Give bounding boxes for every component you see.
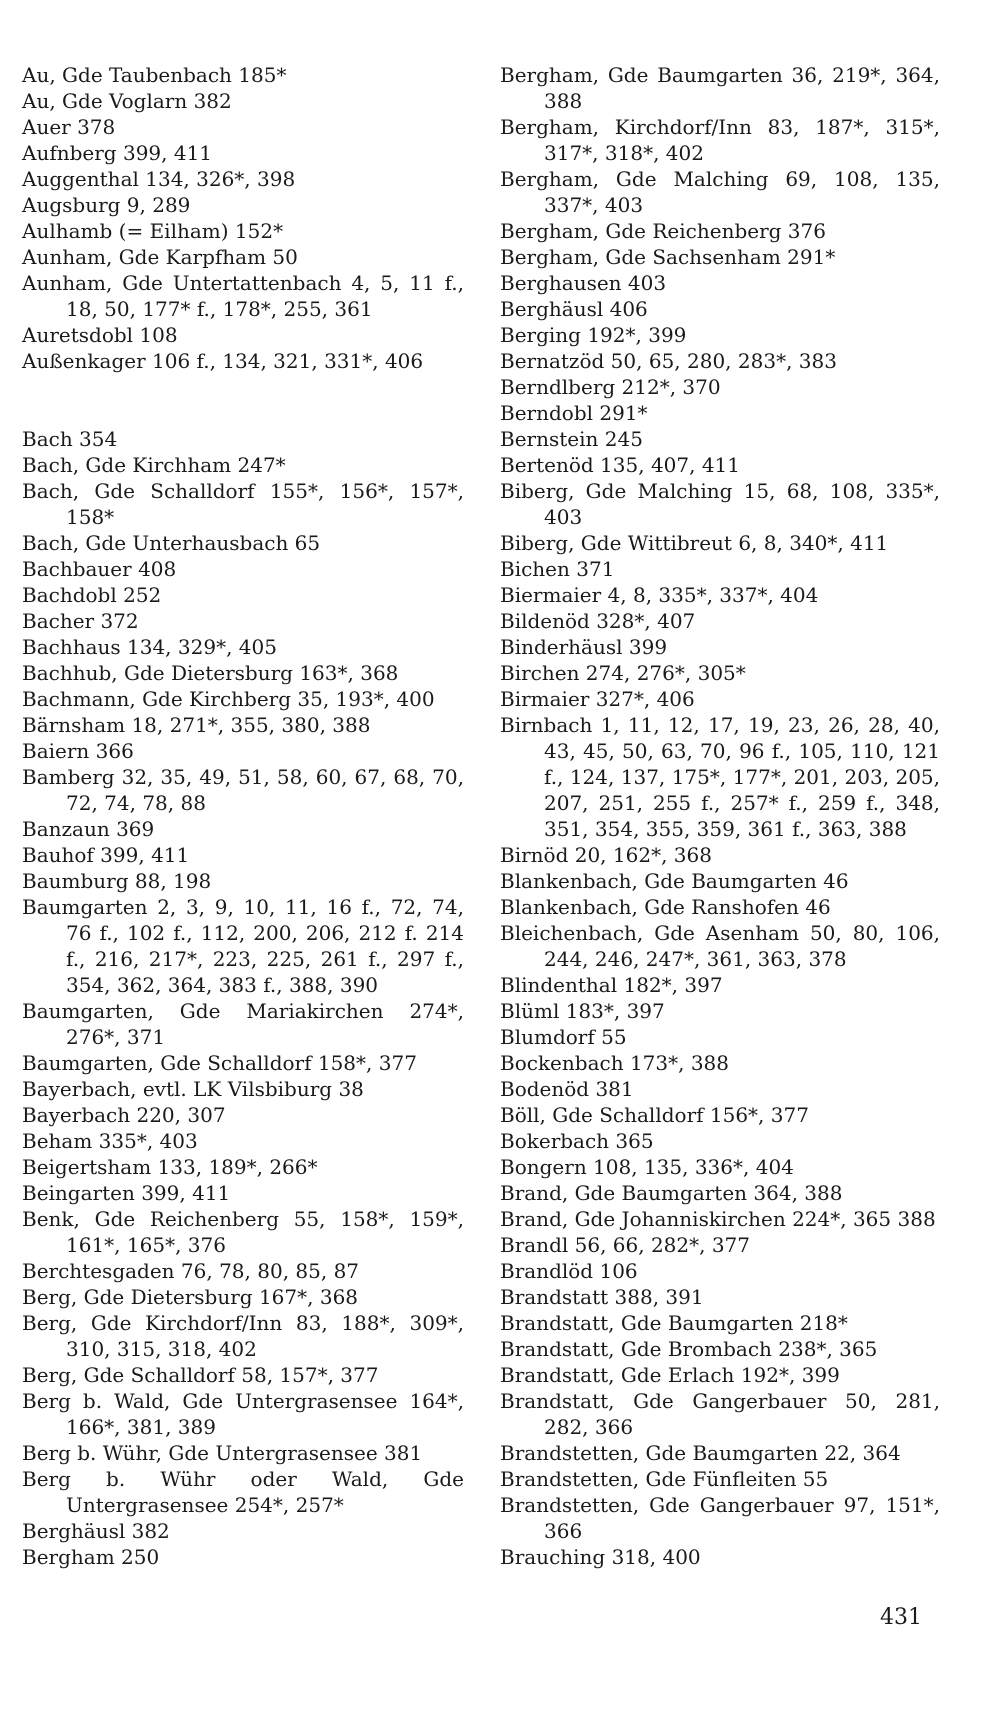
index-entry: Brauching 318, 400 <box>500 1545 701 1569</box>
index-entry: Beham 335*, 403 <box>22 1129 198 1153</box>
index-entry: Blankenbach, Gde Ranshofen 46 <box>500 895 831 919</box>
index-entry: Bergham, Gde Baumgarten 36, 219*, 364, 388 <box>500 63 940 113</box>
index-entry: Brandl 56, 66, 282*, 377 <box>500 1233 751 1257</box>
index-entry: Bachhub, Gde Dietersburg 163*, 368 <box>22 661 399 685</box>
index-entry: Berndlberg 212*, 370 <box>500 375 721 399</box>
index-entry: Baumgarten 2, 3, 9, 10, 11, 16 f., 72, 74, 76 f., 102 f., 112, 200, 206, 212 f. 214 f., 216, 217*, 223, 225, 261 f., 297 f., 354, 362, 364, 383 f., 388, 390 <box>22 895 464 997</box>
index-entry: Berg, Gde Schalldorf 58, 157*, 377 <box>22 1363 379 1387</box>
index-entry: Berg b. Wald, Gde Untergrasensee 164*, 166*, 381, 389 <box>22 1389 464 1439</box>
index-entry: Brand, Gde Baumgarten 364, 388 <box>500 1181 843 1205</box>
index-entry: Berg, Gde Kirchdorf/Inn 83, 188*, 309*, 310, 315, 318, 402 <box>22 1311 464 1361</box>
index-entry: Birnöd 20, 162*, 368 <box>500 843 712 867</box>
index-entry: Bärnsham 18, 271*, 355, 380, 388 <box>22 713 371 737</box>
index-entry: Birnbach 1, 11, 12, 17, 19, 23, 26, 28, 40, 43, 45, 50, 63, 70, 96 f., 105, 110, 121 f., 124, 137, 175*, 177*, 201, 203, 205, 207, 251, 255 f., 257* f., 259 f., 348, 351, 354, 355, 359, 361 f., 363, 388 <box>500 713 940 841</box>
index-entry: Bach 354 <box>22 427 118 451</box>
index-entry: Bach, Gde Schalldorf 155*, 156*, 157*, 158* <box>22 479 464 529</box>
index-entry: Brandstatt, Gde Erlach 192*, 399 <box>500 1363 840 1387</box>
index-entry: Außenkager 106 f., 134, 321, 331*, 406 <box>22 349 424 373</box>
index-entry: Bergham, Gde Sachsenham 291* <box>500 245 836 269</box>
index-entry: Berg b. Wühr, Gde Untergrasensee 381 <box>22 1441 423 1465</box>
index-entry: Binderhäusl 399 <box>500 635 668 659</box>
index-entry: Berghäusl 406 <box>500 297 648 321</box>
index-column-left <box>22 62 464 1570</box>
index-entry: Bach, Gde Unterhausbach 65 <box>22 531 321 555</box>
index-entry: Berndobl 291* <box>500 401 648 425</box>
index-entry: Bodenöd 381 <box>500 1077 634 1101</box>
index-entry: Bichen 371 <box>500 557 615 581</box>
index-entry: Bachhaus 134, 329*, 405 <box>22 635 277 659</box>
index-entry: Blüml 183*, 397 <box>500 999 665 1023</box>
index-entry: Brand, Gde Johanniskirchen 224*, 365 388 <box>500 1207 936 1231</box>
index-entry: Au, Gde Taubenbach 185* <box>22 63 287 87</box>
index-entry: Bayerbach, evtl. LK Vilsbiburg 38 <box>22 1077 364 1101</box>
index-entry: Bertenöd 135, 407, 411 <box>500 453 740 477</box>
index-entry: Brandstetten, Gde Baumgarten 22, 364 <box>500 1441 901 1465</box>
index-entry: Birchen 274, 276*, 305* <box>500 661 746 685</box>
letter-group-gap <box>22 374 464 426</box>
index-entry: Brandlöd 106 <box>500 1259 638 1283</box>
index-entry: Bergham, Kirchdorf/Inn 83, 187*, 315*, 317*, 318*, 402 <box>500 115 940 165</box>
index-entry: Bachbauer 408 <box>22 557 177 581</box>
index-entry: Baumgarten, Gde Mariakirchen 274*, 276*, 371 <box>22 999 464 1049</box>
index-entry: Brandstatt, Gde Baumgarten 218* <box>500 1311 848 1335</box>
index-entry: Blankenbach, Gde Baumgarten 46 <box>500 869 849 893</box>
index-entry: Bachmann, Gde Kirchberg 35, 193*, 400 <box>22 687 435 711</box>
index-entry: Biberg, Gde Malching 15, 68, 108, 335*, 403 <box>500 479 940 529</box>
index-entry: Berchtesgaden 76, 78, 80, 85, 87 <box>22 1259 360 1283</box>
index-entry: Beigertsham 133, 189*, 266* <box>22 1155 318 1179</box>
index-entry: Brandstetten, Gde Fünfleiten 55 <box>500 1467 829 1491</box>
index-entry: Brandstatt, Gde Brombach 238*, 365 <box>500 1337 878 1361</box>
index-entry: Bockenbach 173*, 388 <box>500 1051 730 1075</box>
index-entry: Bernatzöd 50, 65, 280, 283*, 383 <box>500 349 837 373</box>
index-entry: Aunham, Gde Untertattenbach 4, 5, 11 f., 18, 50, 177* f., 178*, 255, 361 <box>22 271 464 321</box>
index-entry: Bernstein 245 <box>500 427 643 451</box>
index-entry: Berghäusl 382 <box>22 1519 170 1543</box>
index-entry: Bergham, Gde Reichenberg 376 <box>500 219 826 243</box>
index-entry: Berging 192*, 399 <box>500 323 687 347</box>
index-entry: Bleichenbach, Gde Asenham 50, 80, 106, 244, 246, 247*, 361, 363, 378 <box>500 921 940 971</box>
index-entry: Auretsdobl 108 <box>22 323 178 347</box>
index-entry: Beingarten 399, 411 <box>22 1181 231 1205</box>
index-entry: Brandstetten, Gde Gangerbauer 97, 151*, 366 <box>500 1493 940 1543</box>
index-entry: Berg, Gde Dietersburg 167*, 368 <box>22 1285 359 1309</box>
index-entry: Aufnberg 399, 411 <box>22 141 213 165</box>
index-entry: Bach, Gde Kirchham 247* <box>22 453 286 477</box>
index-entry: Au, Gde Voglarn 382 <box>22 89 232 113</box>
index-entry: Auggenthal 134, 326*, 398 <box>22 167 296 191</box>
index-entry: Bokerbach 365 <box>500 1129 654 1153</box>
index-entry: Bacher 372 <box>22 609 139 633</box>
page-number: 431 <box>880 1605 922 1630</box>
index-entry: Bamberg 32, 35, 49, 51, 58, 60, 67, 68, 70, 72, 74, 78, 88 <box>22 765 464 815</box>
index-entry: Baumgarten, Gde Schalldorf 158*, 377 <box>22 1051 417 1075</box>
index-entry: Bachdobl 252 <box>22 583 162 607</box>
index-entry: Bergham 250 <box>22 1545 160 1569</box>
index-entry: Aunham, Gde Karpfham 50 <box>22 245 298 269</box>
index-column-right <box>500 62 940 1570</box>
index-entry: Birmaier 327*, 406 <box>500 687 695 711</box>
index-entry: Bauhof 399, 411 <box>22 843 190 867</box>
index-entry: Brandstatt 388, 391 <box>500 1285 704 1309</box>
index-entry: Bergham, Gde Malching 69, 108, 135, 337*, 403 <box>500 167 940 217</box>
index-entry: Biermaier 4, 8, 335*, 337*, 404 <box>500 583 819 607</box>
index-entry: Baumburg 88, 198 <box>22 869 212 893</box>
index-entry: Blumdorf 55 <box>500 1025 627 1049</box>
index-entry: Brandstatt, Gde Gangerbauer 50, 281, 282, 366 <box>500 1389 940 1439</box>
index-entry: Bongern 108, 135, 336*, 404 <box>500 1155 794 1179</box>
index-entry: Böll, Gde Schalldorf 156*, 377 <box>500 1103 809 1127</box>
index-entry: Berghausen 403 <box>500 271 667 295</box>
index-entry: Augsburg 9, 289 <box>22 193 191 217</box>
index-entry: Aulhamb (= Eilham) 152* <box>22 219 284 243</box>
index-entry: Auer 378 <box>22 115 116 139</box>
index-entry: Banzaun 369 <box>22 817 155 841</box>
index-entry: Benk, Gde Reichenberg 55, 158*, 159*, 161*, 165*, 376 <box>22 1207 464 1257</box>
index-entry: Blindenthal 182*, 397 <box>500 973 723 997</box>
index-entry: Biberg, Gde Wittibreut 6, 8, 340*, 411 <box>500 531 889 555</box>
index-entry: Bayerbach 220, 307 <box>22 1103 226 1127</box>
index-entry: Baiern 366 <box>22 739 134 763</box>
index-entry: Bildenöd 328*, 407 <box>500 609 696 633</box>
index-entry: Berg b. Wühr oder Wald, Gde Untergrasensee 254*, 257* <box>22 1467 464 1517</box>
